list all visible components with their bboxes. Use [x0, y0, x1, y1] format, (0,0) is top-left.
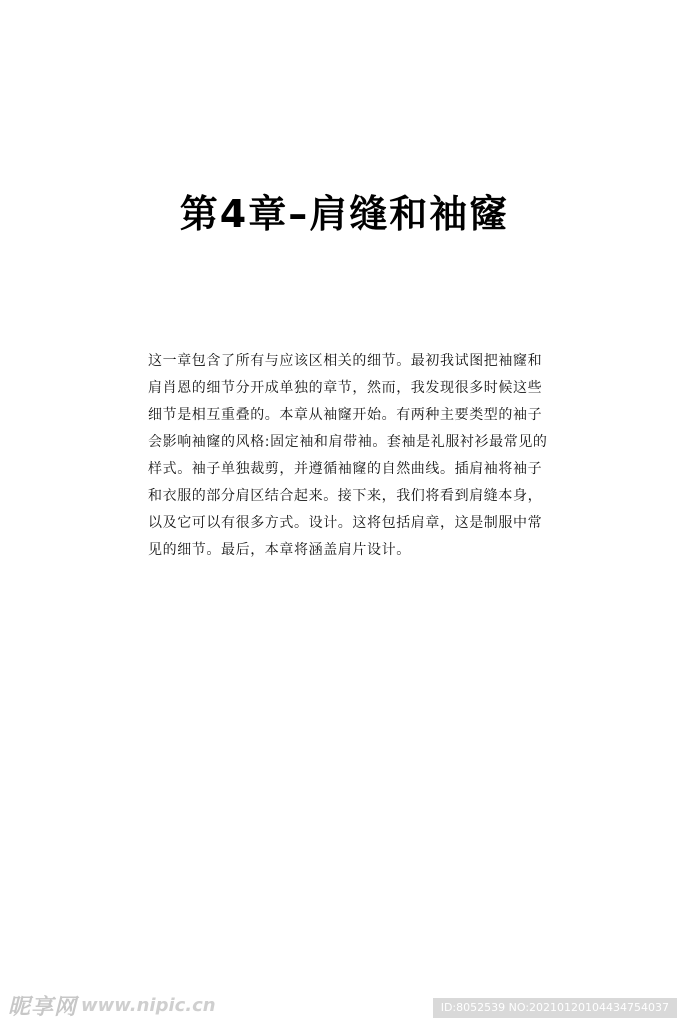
chapter-title: 第4章–肩缝和袖窿: [179, 192, 510, 236]
paragraph-line: 细节是相互重叠的。本章从袖窿开始。有两种主要类型的袖子: [148, 407, 543, 423]
paragraph-line: 这一章包含了所有与应该区相关的细节。最初我试图把袖窿和: [148, 353, 543, 369]
paragraph-line: 样式。袖子单独裁剪，并遵循袖窿的自然曲线。插肩袖将袖子: [148, 461, 543, 477]
watermark-logo: [8, 992, 216, 1018]
paragraph-line: 会影响袖窿的风格:固定袖和肩带袖。套袖是礼服衬衫最常见的: [148, 434, 548, 450]
chapter-intro-paragraph: [148, 348, 580, 564]
paragraph-line: 以及它可以有很多方式。设计。这将包括肩章，这是制服中常: [148, 515, 543, 531]
paragraph-line: 见的细节。最后，本章将涵盖肩片设计。: [148, 542, 411, 558]
paragraph-line: 和衣服的部分肩区结合起来。接下来，我们将看到肩缝本身，: [148, 488, 543, 504]
paragraph-line: 肩肖恩的细节分开成单独的章节，然而，我发现很多时候这些: [148, 380, 543, 396]
watermark-logo-url: www.nipic.cn: [81, 994, 216, 1016]
image-id-badge: ID:8052539 NO:20210120104434754037: [433, 998, 677, 1018]
watermark-logo-text: 昵享网: [8, 994, 78, 1020]
